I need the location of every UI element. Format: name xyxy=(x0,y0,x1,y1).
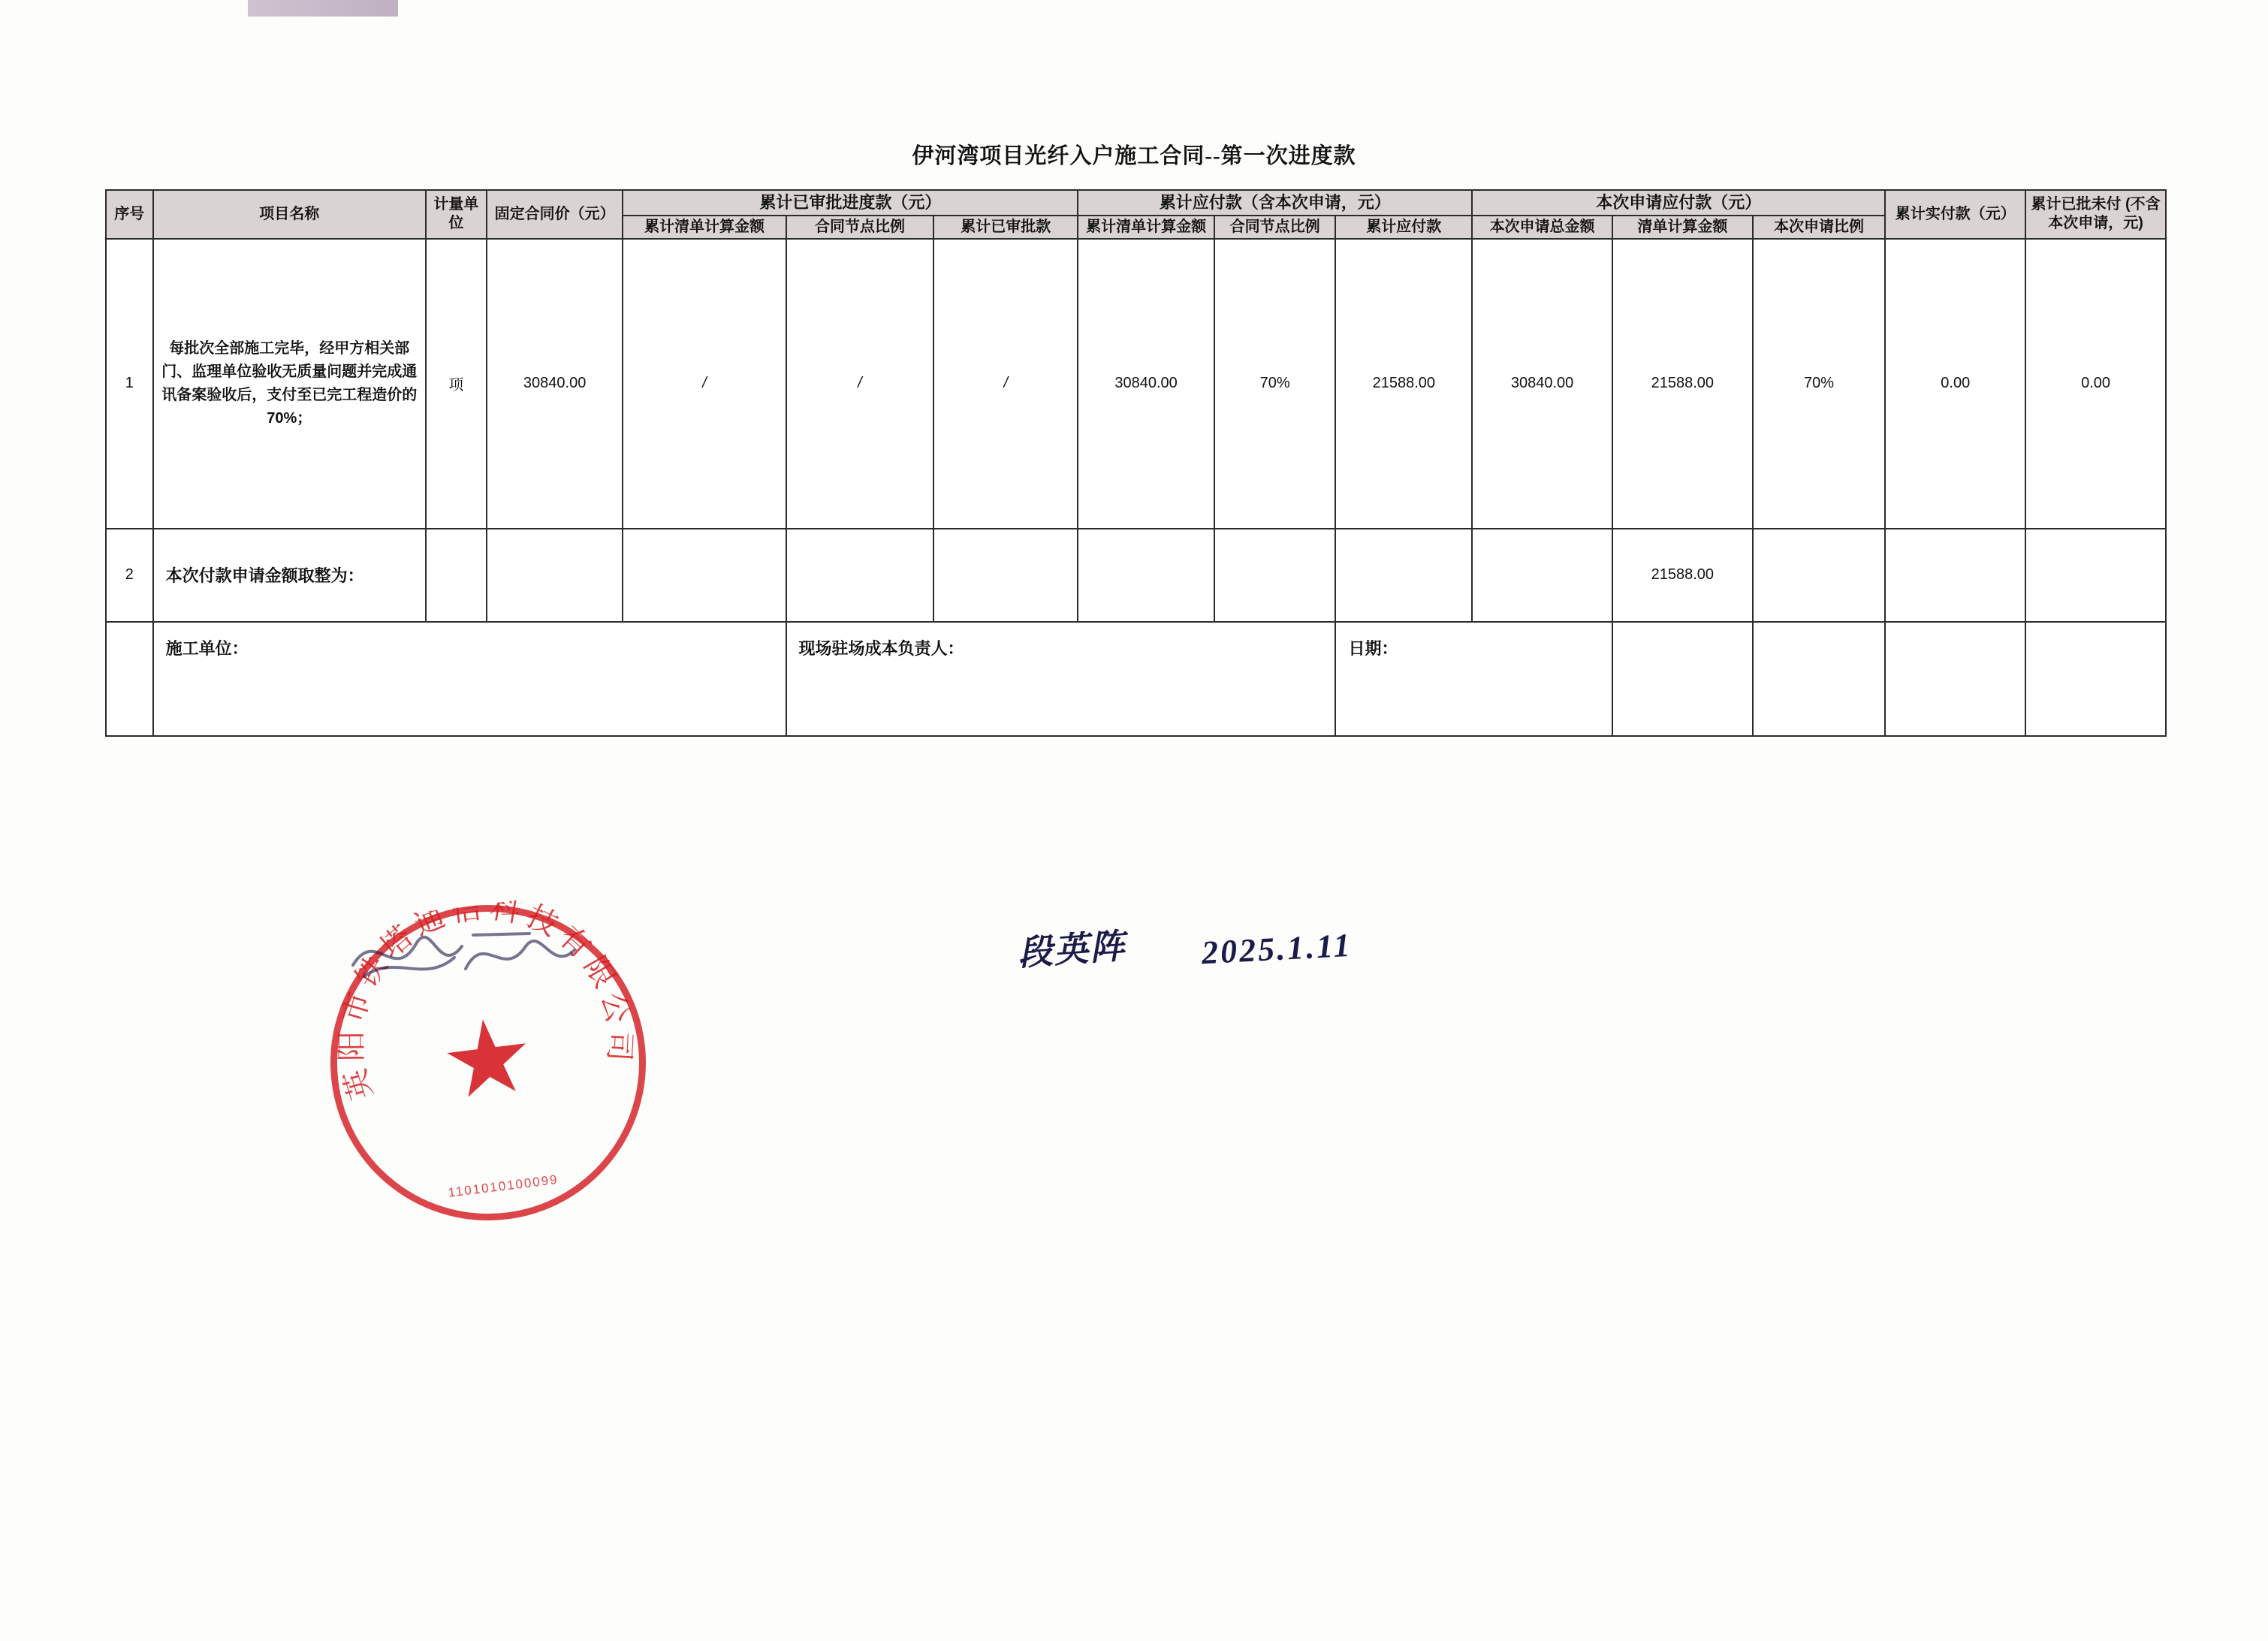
cell-payable-total xyxy=(1335,529,1472,622)
cell-payable-list-amount: 30840.00 xyxy=(1078,239,1214,529)
footer-empty-4 xyxy=(2025,622,2166,736)
cell-approved-list-amount: / xyxy=(623,239,786,529)
cell-payable-list-amount xyxy=(1078,529,1214,622)
cell-project-name: 每批次全部施工完毕，经甲方相关部门、监理单位验收无质量问题并完成通讯备案验收后，支付至已完工程造价的 70%； xyxy=(153,239,426,529)
cell-actual-paid xyxy=(1885,529,2025,622)
cell-payable-node-ratio: 70% xyxy=(1214,239,1336,529)
header-current-list-amount: 清单计算金额 xyxy=(1612,216,1753,239)
cell-current-list-amount: 21588.00 xyxy=(1612,239,1753,529)
payment-application-table-wrap xyxy=(105,189,2167,737)
handwritten-date: 2025.1.11 xyxy=(1200,926,1353,972)
cell-approved-node-ratio xyxy=(786,529,934,622)
header-payable-node-ratio: 合同节点比例 xyxy=(1214,216,1336,239)
date-cell: 日期： xyxy=(1335,622,1612,736)
footer-empty-seq xyxy=(106,622,153,736)
cell-approved-total xyxy=(933,529,1078,622)
header-payable-total: 累计应付款 xyxy=(1335,216,1472,239)
header-current-total: 本次申请总金额 xyxy=(1472,216,1612,239)
header-project-name: 项目名称 xyxy=(153,190,426,239)
cell-approved-unpaid xyxy=(2025,529,2166,622)
cell-rounding-label: 本次付款申请金额取整为： xyxy=(153,529,426,622)
cell-approved-unpaid: 0.00 xyxy=(2025,239,2166,529)
header-actual-paid: 累计实付款（元） xyxy=(1885,190,2025,239)
header-current-ratio: 本次申请比例 xyxy=(1753,216,1886,239)
header-approved-unpaid: 累计已批未付 (不含本次申请，元) xyxy=(2025,190,2166,239)
header-approved-total: 累计已审批款 xyxy=(933,216,1078,239)
svg-text:英阳市铁塔通信科技有限公司: 英阳市铁塔通信科技有限公司 xyxy=(334,890,638,1104)
cell-current-ratio: 70% xyxy=(1753,239,1886,529)
handwritten-signature: 段英阵 xyxy=(1016,927,1127,973)
table-header xyxy=(106,190,2166,239)
cell-payable-total: 21588.00 xyxy=(1335,239,1472,529)
cell-seq: 1 xyxy=(106,239,153,529)
table-header-row-1 xyxy=(106,190,2166,216)
table-row xyxy=(106,529,2166,622)
page-title: 伊河湾项目光纤入户施工合同--第一次进度款 xyxy=(912,144,1356,168)
cell-current-list-amount: 21588.00 xyxy=(1612,529,1753,622)
seal-code: 1101010100099 xyxy=(447,1172,559,1200)
cell-actual-paid: 0.00 xyxy=(1885,239,2025,529)
footer-empty-2 xyxy=(1753,622,1886,736)
seal-star-icon xyxy=(442,1015,534,1107)
cell-fixed-price xyxy=(487,529,623,622)
header-unit: 计量单位 xyxy=(426,190,487,239)
header-fixed-price: 固定合同价（元） xyxy=(487,190,623,239)
header-approved-node-ratio: 合同节点比例 xyxy=(786,216,934,239)
cell-approved-list-amount xyxy=(623,529,786,622)
cell-current-total: 30840.00 xyxy=(1472,239,1612,529)
cell-unit: 项 xyxy=(426,239,487,529)
cell-payable-node-ratio xyxy=(1214,529,1336,622)
payment-application-table xyxy=(105,189,2167,737)
footer-empty-3 xyxy=(1885,622,2025,736)
cell-fixed-price: 30840.00 xyxy=(487,239,623,529)
header-group-approved: 累计已审批进度款（元） xyxy=(623,190,1078,216)
cell-unit xyxy=(426,529,487,622)
site-cost-owner-cell: 现场驻场成本负责人： xyxy=(786,622,1336,736)
cell-approved-total: / xyxy=(933,239,1078,529)
header-seq: 序号 xyxy=(106,190,153,239)
scan-edge-artifact xyxy=(248,0,398,17)
header-payable-list-amount: 累计清单计算金额 xyxy=(1078,216,1214,239)
header-group-payable: 累计应付款（含本次申请，元） xyxy=(1078,190,1472,216)
cell-seq: 2 xyxy=(106,529,153,622)
table-body xyxy=(106,239,2166,736)
cell-current-ratio xyxy=(1753,529,1886,622)
contractor-signature-cell: 施工单位： xyxy=(153,622,786,736)
cell-current-total xyxy=(1472,529,1612,622)
handwritten-contractor-signature xyxy=(342,913,590,1003)
table-footer-row xyxy=(106,622,2166,736)
header-group-current: 本次申请应付款（元） xyxy=(1472,190,1885,216)
table-row xyxy=(106,239,2166,529)
footer-empty-1 xyxy=(1612,622,1753,736)
header-approved-list-amount: 累计清单计算金额 xyxy=(623,216,786,239)
cell-approved-node-ratio: / xyxy=(786,239,934,529)
